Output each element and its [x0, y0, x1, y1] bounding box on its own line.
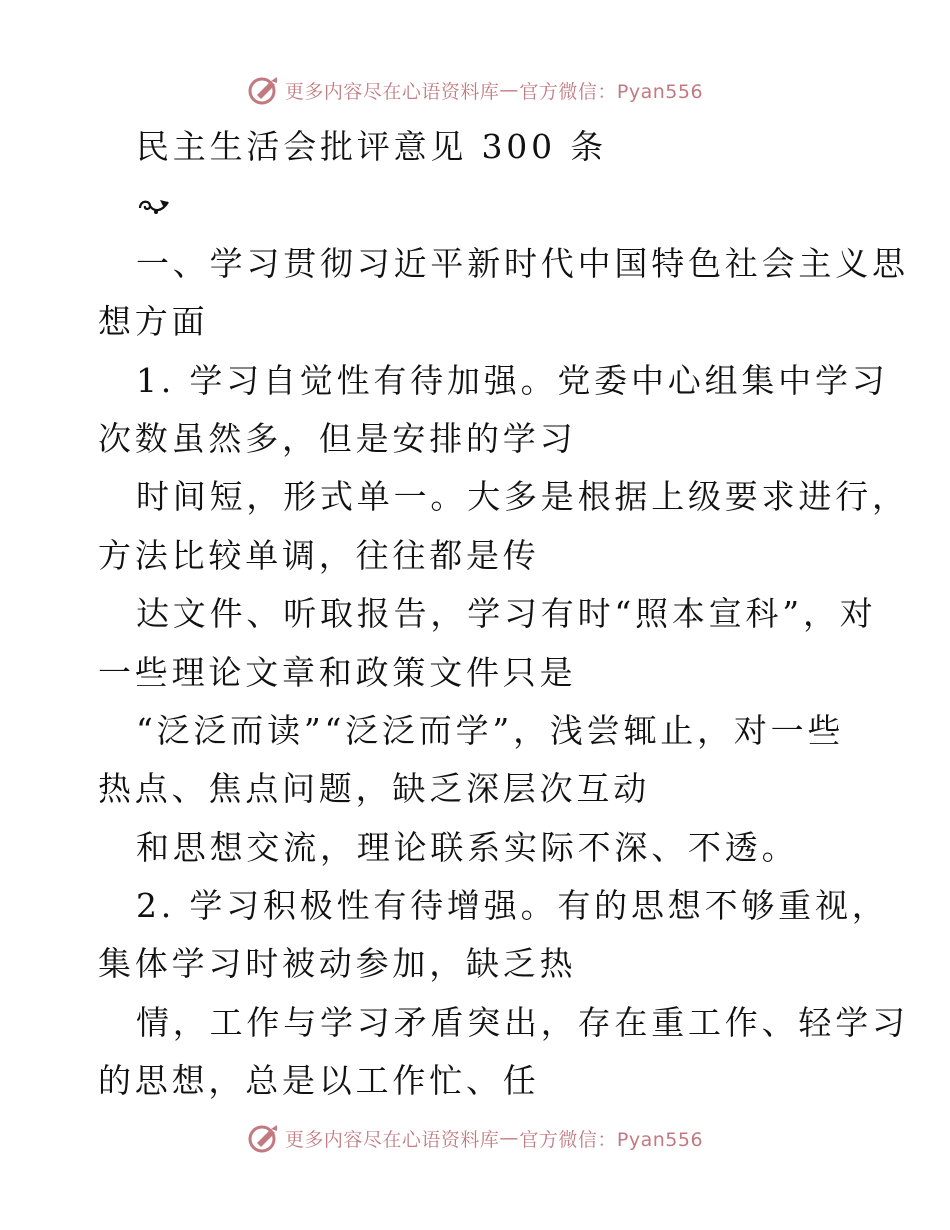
text-line: 和思想交流，理论联系实际不深、不透。	[136, 827, 799, 867]
text-line: “泛泛而读”“泛泛而学”，浅尝辄止，对一些	[136, 710, 845, 750]
watermark-separator: —	[499, 79, 520, 101]
text-line: 1. 学习自觉性有待加强。党委中心组集中学习	[136, 360, 889, 400]
text-line: 次数虽然多，但是安排的学习	[98, 418, 577, 458]
text-line: 方法比较单调，往往都是传	[98, 535, 540, 575]
watermark-suffix: 官方微信：Pyan556	[519, 1128, 704, 1151]
text-line: 情，工作与学习矛盾突出，存在重工作、轻学习	[136, 1002, 909, 1042]
watermark-brand: 更多内容尽在心语资料库	[284, 1128, 500, 1151]
footer-watermark	[0, 1118, 950, 1158]
pen-nib-circle-icon	[247, 73, 281, 107]
text-line: 一些理论文章和政策文件只是	[98, 652, 577, 692]
text-line: 热点、焦点问题，缺乏深层次互动	[98, 769, 650, 809]
text-line: 的思想，总是以工作忙、任	[98, 1061, 540, 1101]
text-line: 时间短，形式单一。大多是根据上级要求进行，	[136, 477, 909, 517]
pen-nib-circle-icon	[247, 1121, 281, 1155]
watermark-brand: 更多内容尽在心语资料库	[284, 80, 500, 103]
document-title: 民主生活会批评意见 300 条	[136, 127, 607, 166]
ornament-row	[98, 176, 858, 234]
document-body	[98, 118, 909, 1111]
header-watermark	[0, 70, 950, 110]
text-line: 达文件、听取报告，学习有时“照本宣科”，对	[136, 594, 877, 634]
heading-section-1: 一、学习贯彻习近平新时代中国特色社会主义思	[136, 243, 909, 283]
text-line: 想方面	[98, 302, 209, 342]
swirl-ornament-icon	[136, 194, 172, 218]
watermark-separator: —	[499, 1127, 520, 1149]
watermark-suffix: 官方微信：Pyan556	[519, 80, 704, 103]
text-line: 集体学习时被动参加，缺乏热	[98, 944, 577, 984]
text-line: 2. 学习积极性有待增强。有的思想不够重视，	[136, 886, 889, 926]
